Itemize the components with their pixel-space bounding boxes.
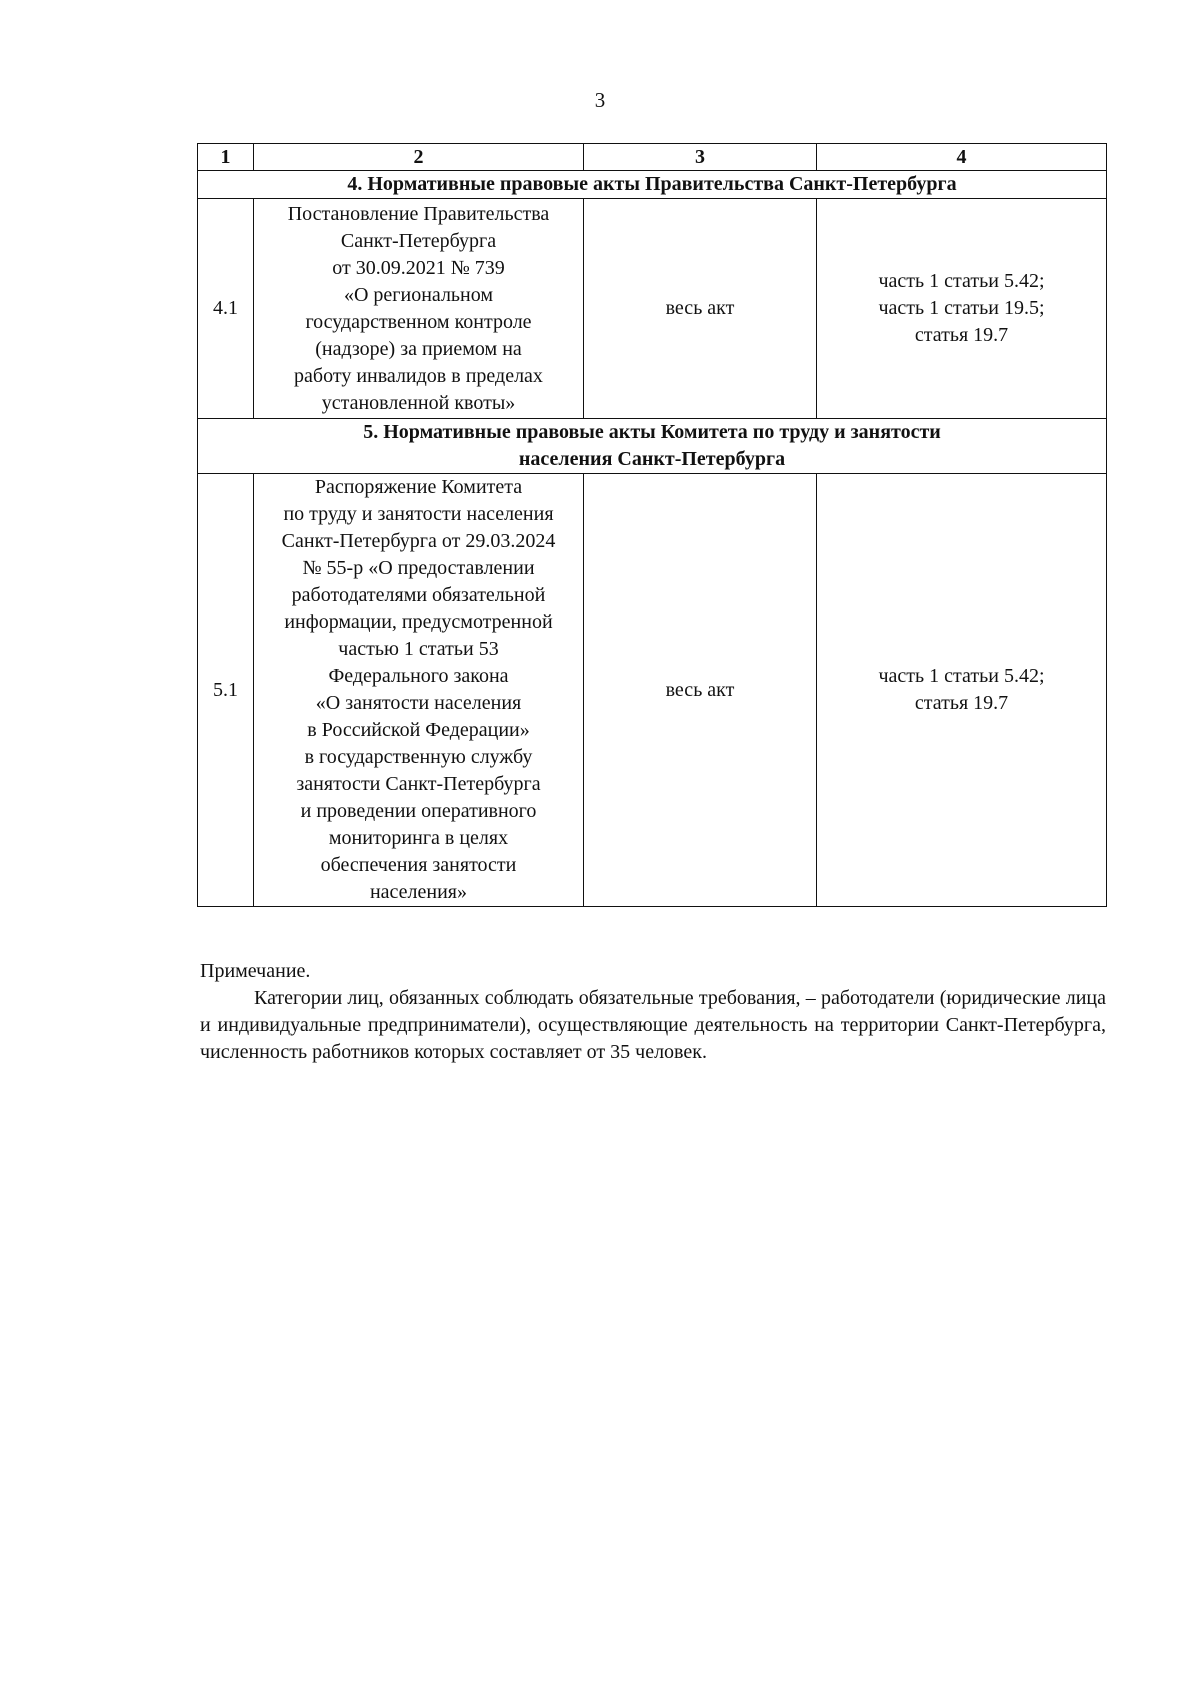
act-scope: весь акт [665, 297, 735, 319]
articles-cell [817, 199, 1107, 419]
articles: часть 1 статьи 5.42; статья 19.7 [878, 665, 1045, 714]
act-scope-cell [584, 199, 817, 419]
column-header-2: 2 [254, 144, 584, 171]
act-scope: весь акт [665, 678, 735, 701]
act-scope-cell [584, 474, 817, 907]
section-5-title-text: 5. Нормативные правовые акты Комитета по труду и занятости населения Санкт-Петербурга [363, 421, 941, 470]
section-5-heading-row [198, 419, 1107, 474]
column-header-3: 3 [584, 144, 817, 171]
act-name-cell [254, 474, 584, 907]
table-header-row [198, 144, 1107, 171]
articles-cell [817, 474, 1107, 907]
section-4-title-text: 4. Нормативные правовые акты Правительства Санкт-Петербурга [347, 173, 957, 195]
row-number: 4.1 [198, 199, 254, 419]
row-number: 5.1 [198, 474, 254, 907]
section-4-heading-row [198, 171, 1107, 199]
note-block [200, 958, 1106, 1066]
table-row [198, 199, 1107, 419]
note-title: Примечание. [200, 960, 311, 982]
column-header-1: 1 [198, 144, 254, 171]
articles: часть 1 статьи 5.42; часть 1 статьи 19.5; статья 19.7 [878, 270, 1045, 346]
section-4-title [198, 171, 1107, 199]
table-row [198, 474, 1107, 907]
section-5-title [198, 419, 1107, 474]
column-header-4: 4 [817, 144, 1107, 171]
act-name: Постановление Правительства Санкт-Петербурга от 30.09.2021 № 739 «О региональном государственном контроле (надзоре) за приемом на работу инвалидов в пределах установленной квоты» [287, 202, 550, 414]
page-number: 3 [594, 88, 606, 112]
act-name: Распоряжение Комитета по труду и занятости населения Санкт-Петербурга от 29.03.2024 № 55-р «О предоставлении работодателями обязательной информации, предусмотренной частью 1 статьи 53 Федерального закона «О занятости населения в Российской Федерации» в государственную службу занятости Санкт-Петербурга и проведении оперативного мониторинга в целях обеспечения занятости населения» [281, 476, 556, 903]
legal-acts-table [197, 143, 1107, 907]
act-name-cell [254, 199, 584, 419]
note-body: Категории лиц, обязанных соблюдать обязательные требования, – работодатели (юридические лица и индивидуальные предприниматели), осуществляющие деятельность на территории Санкт-Петербурга, численность работников которых составляет от 35 человек. [200, 987, 1106, 1063]
